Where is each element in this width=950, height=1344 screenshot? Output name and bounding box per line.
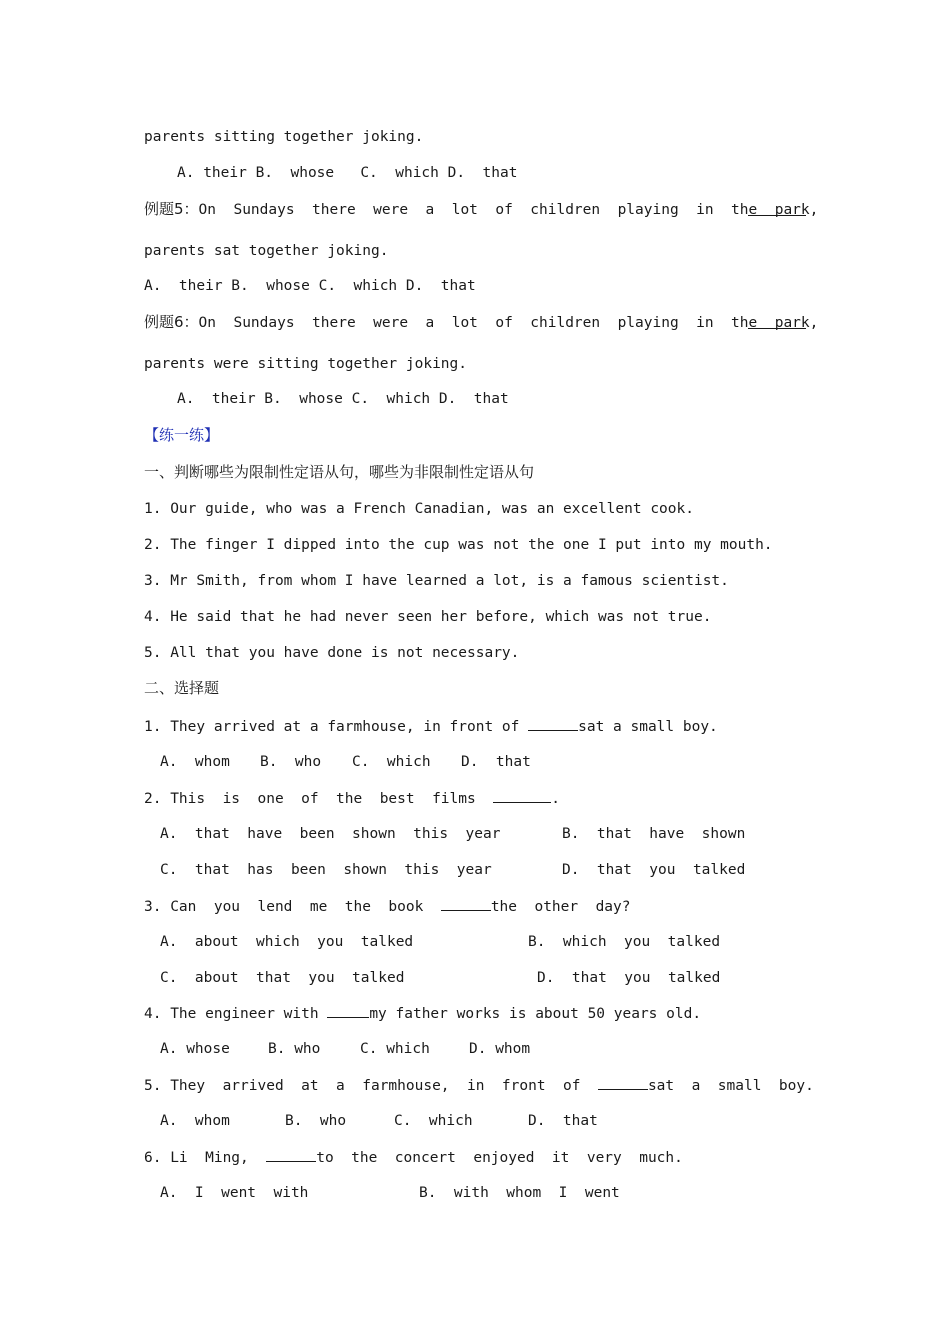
answer-blank xyxy=(327,1003,369,1018)
question-6 xyxy=(144,1147,683,1168)
q2-option-d: D. that you talked xyxy=(562,862,746,878)
answer-blank xyxy=(266,1147,316,1162)
example6-options: A. their B. whose C. which D. that xyxy=(177,391,509,407)
answer-blank xyxy=(598,1075,648,1090)
example6-blank xyxy=(748,314,806,329)
example6-text: On Sundays there were a lot of children playing in the park, xyxy=(198,315,819,331)
answer-blank xyxy=(493,788,551,803)
question-6-text: 6. Li Ming, xyxy=(144,1150,267,1166)
q3-option-c: C. about that you talked xyxy=(160,970,405,986)
question-1 xyxy=(144,716,718,737)
answer-blank xyxy=(441,896,491,911)
example5-question xyxy=(144,199,818,220)
section1-item: 2. The finger I dipped into the cup was not the one I put into my mouth. xyxy=(144,537,773,553)
answer-blank xyxy=(528,716,578,731)
q5-option-b: B. who xyxy=(285,1113,347,1129)
section1-title: 一、判断哪些为限制性定语从句，哪些为非限制性定语从句 xyxy=(144,463,535,481)
example5-options: A. their B. whose C. which D. that xyxy=(144,278,476,294)
question-4 xyxy=(144,1003,701,1024)
question-5-text-end: sat a small boy. xyxy=(647,1078,814,1094)
question-3-text-end: the other day? xyxy=(490,899,631,915)
q5-option-d: D. that xyxy=(528,1113,598,1129)
section1-item: 4. He said that he had never seen her before, which was not true. xyxy=(144,609,712,625)
section1-item: 3. Mr Smith, from whom I have learned a lot, is a famous scientist. xyxy=(144,573,729,589)
q1-option-b: B. who xyxy=(260,754,322,770)
question-5-text: 5. They arrived at a farmhouse, in front of xyxy=(144,1078,598,1094)
question-4-text-end: my father works is about 50 years old. xyxy=(369,1006,702,1022)
question-4-text: 4. The engineer with xyxy=(144,1006,328,1022)
section1-item: 5. All that you have done is not necessary. xyxy=(144,645,520,661)
q4-option-d: D. whom xyxy=(469,1041,531,1057)
example6-question xyxy=(144,312,818,333)
q3-option-b: B. which you talked xyxy=(528,934,721,950)
q6-option-a: A. I went with xyxy=(160,1185,309,1201)
q3-option-a: A. about which you talked xyxy=(160,934,414,950)
example5-blank xyxy=(748,201,806,216)
section2-title: 二、选择题 xyxy=(144,679,220,697)
question-3-text: 3. Can you lend me the book xyxy=(144,899,441,915)
practice-heading: 【练一练】 xyxy=(144,426,220,444)
question-3 xyxy=(144,896,631,917)
section1-item: 1. Our guide, who was a French Canadian, was an excellent cook. xyxy=(144,501,694,517)
question-2-text-end: . xyxy=(551,791,560,807)
example5-label: 例题5： xyxy=(144,200,199,218)
question-6-text-end: to the concert enjoyed it very much. xyxy=(316,1150,683,1166)
question-2-text: 2. This is one of the best films xyxy=(144,791,494,807)
q4-option-b: B. who xyxy=(268,1041,321,1057)
q1-option-a: A. whom xyxy=(160,754,230,770)
q5-option-c: C. which xyxy=(394,1113,473,1129)
example5-continuation: parents sat together joking. xyxy=(144,243,389,259)
q2-option-c: C. that has been shown this year xyxy=(160,862,492,878)
question-2 xyxy=(144,788,560,809)
example5-text: On Sundays there were a lot of children playing in the park, xyxy=(198,202,819,218)
q4-option-a: A. whose xyxy=(160,1041,230,1057)
question-1-text: 1. They arrived at a farmhouse, in front of xyxy=(144,719,529,735)
q5-option-a: A. whom xyxy=(160,1113,230,1129)
example4-options: A. their B. whose C. which D. that xyxy=(177,165,518,181)
question-5 xyxy=(144,1075,814,1096)
q6-option-b: B. with whom I went xyxy=(419,1185,620,1201)
q2-option-a: A. that have been shown this year xyxy=(160,826,501,842)
q1-option-c: C. which xyxy=(352,754,431,770)
q2-option-b: B. that have shown xyxy=(562,826,746,842)
question-1-text-end: sat a small boy. xyxy=(578,719,718,735)
q3-option-d: D. that you talked xyxy=(537,970,721,986)
example4-continuation: parents sitting together joking. xyxy=(144,129,424,145)
q4-option-c: C. which xyxy=(360,1041,430,1057)
example6-label: 例题6： xyxy=(144,313,199,331)
q1-option-d: D. that xyxy=(461,754,531,770)
example6-continuation: parents were sitting together joking. xyxy=(144,356,468,372)
